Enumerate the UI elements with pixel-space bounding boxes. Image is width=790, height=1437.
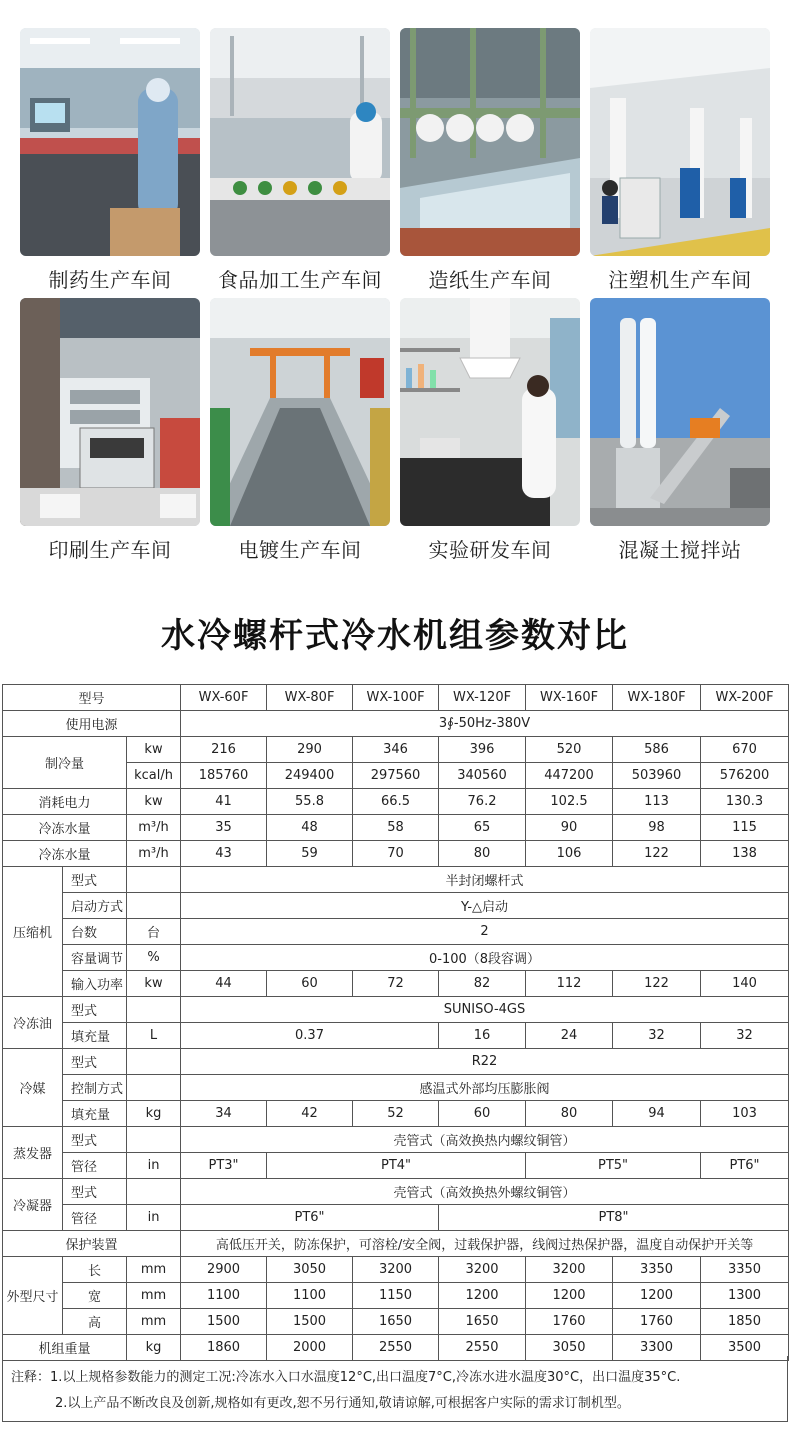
group-label: 冷冻油 bbox=[3, 997, 63, 1049]
table-row bbox=[3, 1127, 789, 1153]
value-cell: 32 bbox=[701, 1023, 789, 1049]
group-label: 外型尺寸 bbox=[3, 1257, 63, 1335]
value-cell: 503960 bbox=[613, 763, 701, 789]
unit-cell: % bbox=[127, 945, 181, 971]
value-cell: 249400 bbox=[267, 763, 353, 789]
value-cell: 103 bbox=[701, 1101, 789, 1127]
merged-value: PT8" bbox=[439, 1205, 789, 1231]
value-cell: 80 bbox=[439, 841, 526, 867]
merged-value: 2 bbox=[181, 919, 789, 945]
value-cell: 60 bbox=[267, 971, 353, 997]
value-cell: 48 bbox=[267, 815, 353, 841]
value-cell: 122 bbox=[613, 841, 701, 867]
value-cell: 98 bbox=[613, 815, 701, 841]
page-title: 水冷螺杆式冷水机组参数对比 bbox=[161, 616, 629, 656]
sub-label: 宽 bbox=[63, 1283, 127, 1309]
unit-cell: mm bbox=[127, 1283, 181, 1309]
value-cell: 3200 bbox=[353, 1257, 439, 1283]
merged-value: 高低压开关，防冻保护，可溶栓/安全阀，过载保护器，线阀过热保护器，温度自动保护开关等 bbox=[181, 1231, 789, 1257]
row-label: 冷冻水量 bbox=[3, 815, 127, 841]
model-cell: WX-80F bbox=[267, 685, 353, 711]
unit-cell: kw bbox=[127, 789, 181, 815]
unit-cell bbox=[127, 997, 181, 1023]
value-cell: 1150 bbox=[353, 1283, 439, 1309]
sub-label: 输入功率 bbox=[63, 971, 127, 997]
sub-label: 型式 bbox=[63, 1127, 127, 1153]
value-cell: 60 bbox=[439, 1101, 526, 1127]
table-row bbox=[3, 919, 789, 945]
plating-workshop-photo bbox=[210, 298, 390, 526]
value-cell: 70 bbox=[353, 841, 439, 867]
merged-value: Y-△启动 bbox=[181, 893, 789, 919]
unit-cell: kcal/h bbox=[127, 763, 181, 789]
value-cell: 1500 bbox=[181, 1309, 267, 1335]
value-cell: 80 bbox=[526, 1101, 613, 1127]
value-cell: 58 bbox=[353, 815, 439, 841]
table-row bbox=[3, 945, 789, 971]
unit-cell: kg bbox=[127, 1335, 181, 1361]
unit-cell bbox=[127, 1075, 181, 1101]
value-cell: 42 bbox=[267, 1101, 353, 1127]
value-cell: 55.8 bbox=[267, 789, 353, 815]
table-row bbox=[3, 789, 789, 815]
unit-cell: m³/h bbox=[127, 815, 181, 841]
value-cell: 396 bbox=[439, 737, 526, 763]
table-row bbox=[3, 815, 789, 841]
unit-cell: m³/h bbox=[127, 841, 181, 867]
unit-cell: mm bbox=[127, 1257, 181, 1283]
value-cell: 1860 bbox=[181, 1335, 267, 1361]
value-cell: 90 bbox=[526, 815, 613, 841]
value-cell: 447200 bbox=[526, 763, 613, 789]
merged-value: 壳管式（高效换热内螺纹铜管） bbox=[181, 1127, 789, 1153]
value-cell: 216 bbox=[181, 737, 267, 763]
model-cell: WX-120F bbox=[439, 685, 526, 711]
model-cell: WX-60F bbox=[181, 685, 267, 711]
value-cell: 24 bbox=[526, 1023, 613, 1049]
merged-value: PT5" bbox=[526, 1153, 701, 1179]
value-cell: 576200 bbox=[701, 763, 789, 789]
injection-workshop-photo bbox=[590, 28, 770, 256]
value-cell: 1760 bbox=[526, 1309, 613, 1335]
merged-value: 感温式外部均压膨胀阀 bbox=[181, 1075, 789, 1101]
value-cell: 1200 bbox=[613, 1283, 701, 1309]
model-cell: WX-100F bbox=[353, 685, 439, 711]
merged-value: PT6" bbox=[181, 1205, 439, 1231]
unit-cell bbox=[127, 893, 181, 919]
photo-caption: 印刷生产车间 bbox=[48, 538, 172, 562]
table-row bbox=[3, 841, 789, 867]
value-cell: 112 bbox=[526, 971, 613, 997]
food-workshop-photo bbox=[210, 28, 390, 256]
unit-cell: in bbox=[127, 1153, 181, 1179]
value-cell: 82 bbox=[439, 971, 526, 997]
table-row bbox=[3, 1049, 789, 1075]
value-cell: 138 bbox=[701, 841, 789, 867]
value-cell: 3050 bbox=[267, 1257, 353, 1283]
value-cell: 65 bbox=[439, 815, 526, 841]
value-cell: 72 bbox=[353, 971, 439, 997]
unit-cell: kw bbox=[127, 737, 181, 763]
value-cell: 35 bbox=[181, 815, 267, 841]
note-line-1: 注释：1.以上规格参数能力的测定工况:冷冻水入口水温度12°C,出口温度7°C,冷冻水进水温度30°C，出口温度35°C. bbox=[11, 1370, 681, 1385]
value-cell: 32 bbox=[613, 1023, 701, 1049]
value-cell: 52 bbox=[353, 1101, 439, 1127]
value-cell: 43 bbox=[181, 841, 267, 867]
model-cell: WX-200F bbox=[701, 685, 789, 711]
photo-caption: 混凝土搅拌站 bbox=[618, 538, 742, 562]
value-cell: 2900 bbox=[181, 1257, 267, 1283]
unit-cell: mm bbox=[127, 1309, 181, 1335]
merged-value: 3∮-50Hz-380V bbox=[181, 711, 789, 737]
table-row bbox=[3, 971, 789, 997]
concrete-plant-photo bbox=[590, 298, 770, 526]
row-label: 保护装置 bbox=[3, 1231, 181, 1257]
value-cell: 1300 bbox=[701, 1283, 789, 1309]
row-label: 消耗电力 bbox=[3, 789, 127, 815]
row-label: 机组重量 bbox=[3, 1335, 127, 1361]
table-row bbox=[3, 685, 789, 711]
sub-label: 管径 bbox=[63, 1205, 127, 1231]
value-cell: 586 bbox=[613, 737, 701, 763]
photo-caption: 制药生产车间 bbox=[48, 268, 172, 292]
value-cell: 297560 bbox=[353, 763, 439, 789]
sub-label: 容量调节 bbox=[63, 945, 127, 971]
model-cell: WX-180F bbox=[613, 685, 701, 711]
value-cell: 340560 bbox=[439, 763, 526, 789]
table-row bbox=[3, 711, 789, 737]
value-cell: 2550 bbox=[353, 1335, 439, 1361]
unit-cell: kg bbox=[127, 1101, 181, 1127]
table-row bbox=[3, 1101, 789, 1127]
sub-label: 控制方式 bbox=[63, 1075, 127, 1101]
value-cell: 94 bbox=[613, 1101, 701, 1127]
value-cell: 44 bbox=[181, 971, 267, 997]
value-cell: PT6" bbox=[701, 1153, 789, 1179]
sub-label: 填充量 bbox=[63, 1101, 127, 1127]
value-cell: 3200 bbox=[526, 1257, 613, 1283]
value-cell: 140 bbox=[701, 971, 789, 997]
sub-label: 型式 bbox=[63, 997, 127, 1023]
value-cell: 3200 bbox=[439, 1257, 526, 1283]
value-cell: 113 bbox=[613, 789, 701, 815]
value-cell: 106 bbox=[526, 841, 613, 867]
table-row bbox=[3, 1153, 789, 1179]
merged-value: 半封闭螺杆式 bbox=[181, 867, 789, 893]
sub-label: 型式 bbox=[63, 1179, 127, 1205]
value-cell: 1100 bbox=[181, 1283, 267, 1309]
table-row bbox=[3, 1231, 789, 1257]
value-cell: 520 bbox=[526, 737, 613, 763]
sub-label: 高 bbox=[63, 1309, 127, 1335]
photo-caption: 注塑机生产车间 bbox=[608, 268, 752, 292]
note-line-2: 2.以上产品不断改良及创新,规格如有更改,恕不另行通知,敬请谅解,可根据客户实际的需求订制机型。 bbox=[55, 1396, 630, 1411]
value-cell: 290 bbox=[267, 737, 353, 763]
table-row bbox=[3, 893, 789, 919]
value-cell: 1200 bbox=[526, 1283, 613, 1309]
group-label: 压缩机 bbox=[3, 867, 63, 997]
model-cell: WX-160F bbox=[526, 685, 613, 711]
value-cell: 3300 bbox=[613, 1335, 701, 1361]
table-row bbox=[3, 1075, 789, 1101]
sub-label: 台数 bbox=[63, 919, 127, 945]
model-header: 型号 bbox=[3, 685, 181, 711]
unit-cell: 台 bbox=[127, 919, 181, 945]
lab-workshop-photo bbox=[400, 298, 580, 526]
photo-caption: 实验研发车间 bbox=[428, 538, 552, 562]
value-cell: 59 bbox=[267, 841, 353, 867]
table-row bbox=[3, 1023, 789, 1049]
value-cell: 3500 bbox=[701, 1335, 789, 1361]
value-cell: 66.5 bbox=[353, 789, 439, 815]
merged-value: R22 bbox=[181, 1049, 789, 1075]
row-label: 制冷量 bbox=[3, 737, 127, 789]
merged-value: 0-100（8段容调） bbox=[181, 945, 789, 971]
value-cell: 41 bbox=[181, 789, 267, 815]
value-cell: 102.5 bbox=[526, 789, 613, 815]
pharma-workshop-photo bbox=[20, 28, 200, 256]
sub-label: 型式 bbox=[63, 1049, 127, 1075]
value-cell: 3050 bbox=[526, 1335, 613, 1361]
value-cell: 2550 bbox=[439, 1335, 526, 1361]
table-row bbox=[3, 737, 789, 763]
value-cell: 1100 bbox=[267, 1283, 353, 1309]
value-cell: 1760 bbox=[613, 1309, 701, 1335]
unit-cell bbox=[127, 867, 181, 893]
value-cell: 1650 bbox=[439, 1309, 526, 1335]
sub-label: 启动方式 bbox=[63, 893, 127, 919]
unit-cell bbox=[127, 1179, 181, 1205]
value-cell: 122 bbox=[613, 971, 701, 997]
table-row bbox=[3, 1283, 789, 1309]
value-cell: 76.2 bbox=[439, 789, 526, 815]
table-row bbox=[3, 1205, 789, 1231]
value-cell: PT3" bbox=[181, 1153, 267, 1179]
value-cell: 3350 bbox=[613, 1257, 701, 1283]
group-label: 冷媒 bbox=[3, 1049, 63, 1127]
printing-workshop-photo bbox=[20, 298, 200, 526]
value-cell: 670 bbox=[701, 737, 789, 763]
value-cell: 1850 bbox=[701, 1309, 789, 1335]
value-cell: 3350 bbox=[701, 1257, 789, 1283]
value-cell: 185760 bbox=[181, 763, 267, 789]
merged-value: 壳管式（高效换热外螺纹铜管） bbox=[181, 1179, 789, 1205]
group-label: 冷凝器 bbox=[3, 1179, 63, 1231]
value-cell: 130.3 bbox=[701, 789, 789, 815]
photo-caption: 电镀生产车间 bbox=[238, 538, 362, 562]
value-cell: 34 bbox=[181, 1101, 267, 1127]
unit-cell: in bbox=[127, 1205, 181, 1231]
group-label: 蒸发器 bbox=[3, 1127, 63, 1179]
sub-label: 型式 bbox=[63, 867, 127, 893]
unit-cell bbox=[127, 1127, 181, 1153]
merged-value: 0.37 bbox=[181, 1023, 439, 1049]
sub-label: 填充量 bbox=[63, 1023, 127, 1049]
value-cell: 115 bbox=[701, 815, 789, 841]
value-cell: 16 bbox=[439, 1023, 526, 1049]
row-label: 冷冻水量 bbox=[3, 841, 127, 867]
value-cell: 1500 bbox=[267, 1309, 353, 1335]
photo-caption: 食品加工生产车间 bbox=[218, 268, 382, 292]
paper-workshop-photo bbox=[400, 28, 580, 256]
value-cell: 346 bbox=[353, 737, 439, 763]
photo-caption: 造纸生产车间 bbox=[428, 268, 552, 292]
unit-cell bbox=[127, 1049, 181, 1075]
unit-cell: L bbox=[127, 1023, 181, 1049]
merged-value: PT4" bbox=[267, 1153, 526, 1179]
sub-label: 长 bbox=[63, 1257, 127, 1283]
table-row bbox=[3, 1257, 789, 1283]
table-row bbox=[3, 997, 789, 1023]
table-row bbox=[3, 1179, 789, 1205]
merged-value: SUNISO-4GS bbox=[181, 997, 789, 1023]
row-label: 使用电源 bbox=[3, 711, 181, 737]
unit-cell: kw bbox=[127, 971, 181, 997]
sub-label: 管径 bbox=[63, 1153, 127, 1179]
notes-box bbox=[2, 1356, 788, 1422]
table-row bbox=[3, 867, 789, 893]
table-row bbox=[3, 1309, 789, 1335]
spec-table bbox=[2, 684, 789, 1361]
value-cell: 1200 bbox=[439, 1283, 526, 1309]
value-cell: 1650 bbox=[353, 1309, 439, 1335]
value-cell: 2000 bbox=[267, 1335, 353, 1361]
